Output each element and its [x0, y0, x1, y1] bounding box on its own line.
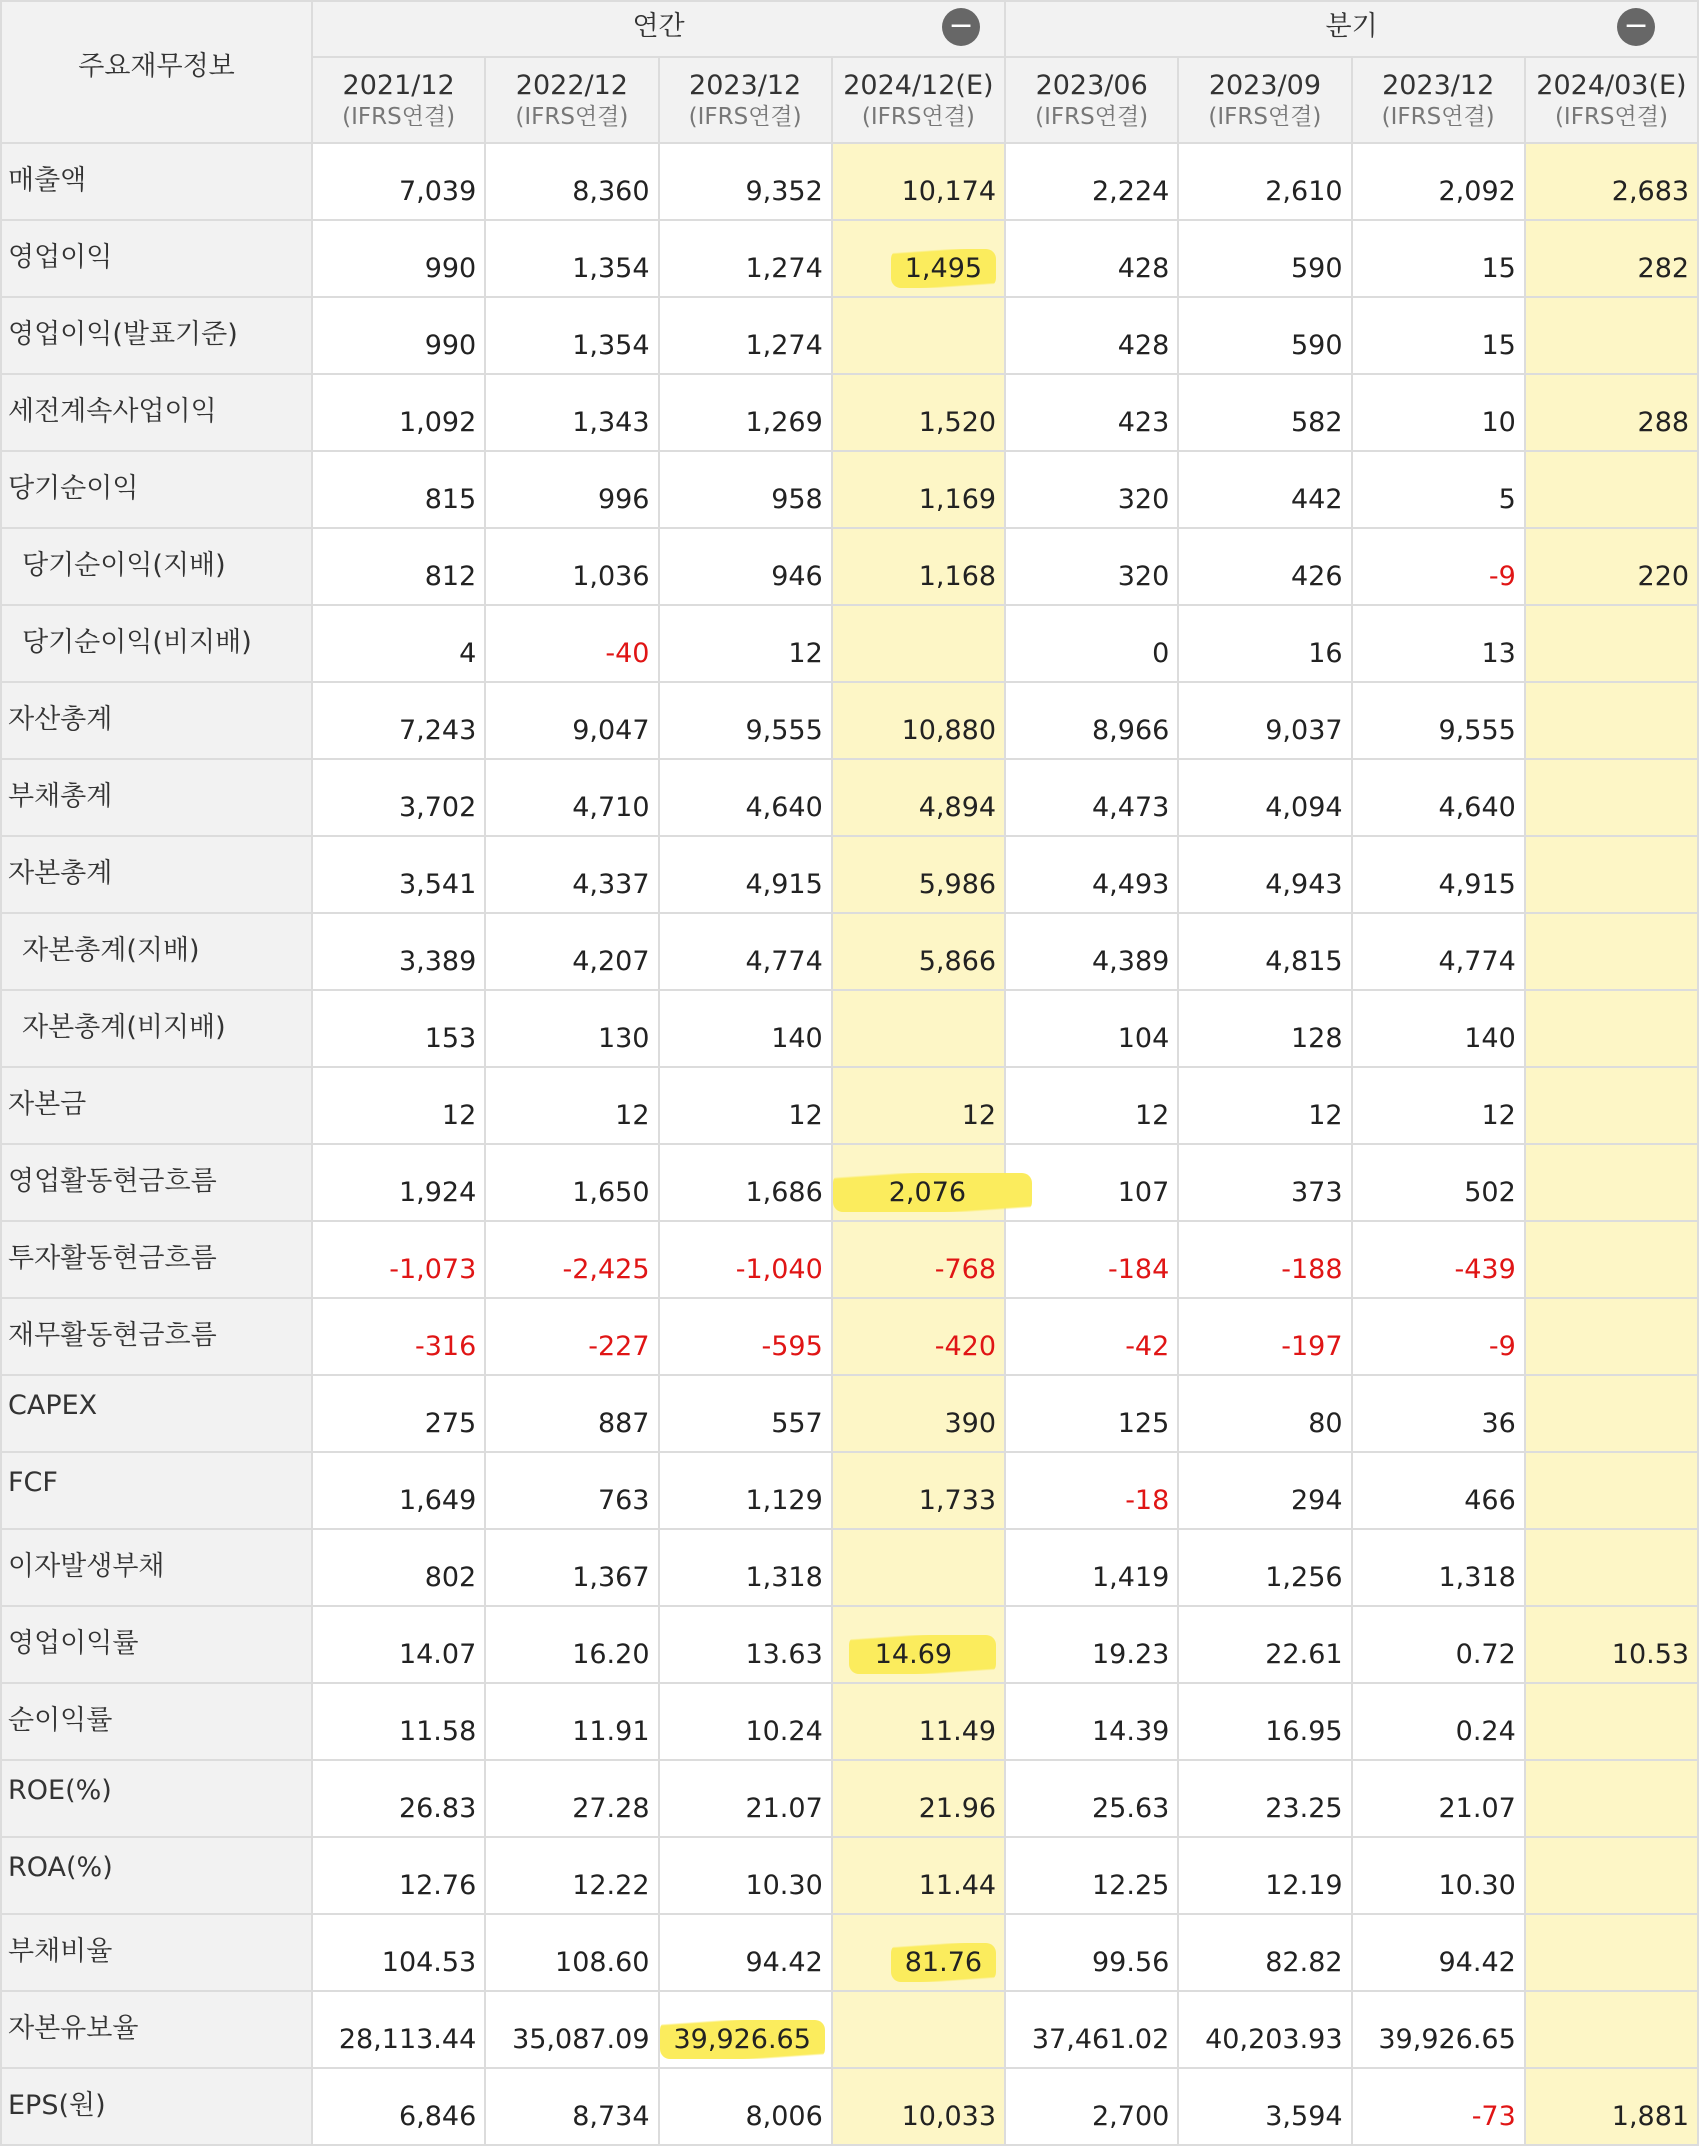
period-header — [1525, 57, 1698, 143]
table-cell: -73 — [1352, 2068, 1525, 2145]
table-cell: -316 — [312, 1298, 485, 1375]
table-cell: 4,774 — [659, 913, 832, 990]
row-label: 영업활동현금흐름 — [1, 1144, 312, 1221]
table-cell: 288 — [1525, 374, 1698, 451]
table-cell: 108.60 — [485, 1914, 658, 1991]
period-basis: (IFRS연결) — [515, 103, 629, 130]
period-basis: (IFRS연결) — [1381, 103, 1495, 130]
table-row — [1, 1760, 1698, 1837]
table-cell: 22.61 — [1178, 1606, 1351, 1683]
collapse-annual-minus-icon[interactable]: − — [942, 8, 980, 46]
table-cell: 3,389 — [312, 913, 485, 990]
table-cell — [832, 1914, 1005, 1991]
table-cell — [1525, 297, 1698, 374]
table-cell: 1,092 — [312, 374, 485, 451]
row-label: 세전계속사업이익 — [1, 374, 312, 451]
table-cell: 1,274 — [659, 220, 832, 297]
period-date: 2022/12 — [515, 69, 628, 101]
table-cell: 0.72 — [1352, 1606, 1525, 1683]
table-cell: -2,425 — [485, 1221, 658, 1298]
row-label: 순이익률 — [1, 1683, 312, 1760]
table-cell: 104 — [1005, 990, 1178, 1067]
table-cell: 1,367 — [485, 1529, 658, 1606]
table-cell: 4,640 — [659, 759, 832, 836]
table-cell: 16.95 — [1178, 1683, 1351, 1760]
table-cell: 5 — [1352, 451, 1525, 528]
highlighted-value: 81.76 — [891, 1943, 996, 1982]
table-cell: -9 — [1352, 528, 1525, 605]
row-label: EPS(원) — [1, 2068, 312, 2145]
table-row — [1, 2068, 1698, 2145]
table-row — [1, 1683, 1698, 1760]
table-cell — [1525, 1914, 1698, 1991]
table-cell: 10.53 — [1525, 1606, 1698, 1683]
row-label: 영업이익률 — [1, 1606, 312, 1683]
table-cell: 3,594 — [1178, 2068, 1351, 2145]
period-basis: (IFRS연결) — [1208, 103, 1322, 130]
table-row — [1, 836, 1698, 913]
table-cell: 294 — [1178, 1452, 1351, 1529]
table-cell: 128 — [1178, 990, 1351, 1067]
table-cell: 1,881 — [1525, 2068, 1698, 2145]
table-row — [1, 451, 1698, 528]
table-cell: 4,710 — [485, 759, 658, 836]
table-cell: 4,943 — [1178, 836, 1351, 913]
table-cell: 582 — [1178, 374, 1351, 451]
table-cell: 16.20 — [485, 1606, 658, 1683]
table-cell: 104.53 — [312, 1914, 485, 1991]
table-cell: 4,815 — [1178, 913, 1351, 990]
table-cell: 1,318 — [1352, 1529, 1525, 1606]
table-cell: 82.82 — [1178, 1914, 1351, 1991]
table-row — [1, 1606, 1698, 1683]
table-body — [1, 143, 1698, 2145]
table-cell: 320 — [1005, 451, 1178, 528]
table-cell: 4,337 — [485, 836, 658, 913]
table-row — [1, 1914, 1698, 1991]
table-cell: 40,203.93 — [1178, 1991, 1351, 2068]
table-cell: 946 — [659, 528, 832, 605]
table-cell: 80 — [1178, 1375, 1351, 1452]
table-cell: 12 — [659, 605, 832, 682]
row-label: 자본총계(지배) — [1, 913, 312, 990]
table-cell: 9,352 — [659, 143, 832, 220]
row-label: CAPEX — [1, 1375, 312, 1452]
table-cell: 94.42 — [1352, 1914, 1525, 1991]
table-cell: -595 — [659, 1298, 832, 1375]
table-cell: 26.83 — [312, 1760, 485, 1837]
table-cell — [1525, 1683, 1698, 1760]
table-cell: 390 — [832, 1375, 1005, 1452]
table-row — [1, 1298, 1698, 1375]
annual-group-header — [312, 1, 1005, 57]
table-cell: 4,894 — [832, 759, 1005, 836]
period-basis: (IFRS연결) — [342, 103, 456, 130]
table-header — [1, 1, 1698, 143]
table-cell: 7,243 — [312, 682, 485, 759]
table-cell: 15 — [1352, 297, 1525, 374]
table-cell — [1525, 1221, 1698, 1298]
table-cell: 12 — [1178, 1067, 1351, 1144]
table-cell: 11.91 — [485, 1683, 658, 1760]
table-cell: 10,174 — [832, 143, 1005, 220]
row-label: 부채총계 — [1, 759, 312, 836]
table-cell: -1,040 — [659, 1221, 832, 1298]
table-row — [1, 759, 1698, 836]
period-date: 2024/03(E) — [1536, 69, 1687, 101]
table-cell — [1525, 605, 1698, 682]
table-cell: 4,473 — [1005, 759, 1178, 836]
table-cell: 1,269 — [659, 374, 832, 451]
table-cell: 423 — [1005, 374, 1178, 451]
period-header — [1178, 57, 1351, 143]
table-cell: 12 — [312, 1067, 485, 1144]
table-cell: 10.30 — [1352, 1837, 1525, 1914]
table-cell — [1525, 1452, 1698, 1529]
table-cell: 16 — [1178, 605, 1351, 682]
table-cell: 958 — [659, 451, 832, 528]
table-cell: 8,360 — [485, 143, 658, 220]
table-cell — [832, 605, 1005, 682]
row-label: 자본금 — [1, 1067, 312, 1144]
table-cell: 590 — [1178, 220, 1351, 297]
table-cell: 14.07 — [312, 1606, 485, 1683]
period-basis: (IFRS연결) — [1035, 103, 1149, 130]
table-cell: 4,640 — [1352, 759, 1525, 836]
table-cell: 21.96 — [832, 1760, 1005, 1837]
table-cell: 0 — [1005, 605, 1178, 682]
table-cell: -184 — [1005, 1221, 1178, 1298]
table-cell: 4,207 — [485, 913, 658, 990]
table-cell: 4,915 — [1352, 836, 1525, 913]
table-cell: 557 — [659, 1375, 832, 1452]
table-cell: 8,966 — [1005, 682, 1178, 759]
table-row — [1, 1991, 1698, 2068]
table-cell: -42 — [1005, 1298, 1178, 1375]
table-cell — [832, 220, 1005, 297]
table-cell: 4,493 — [1005, 836, 1178, 913]
table-cell: 1,650 — [485, 1144, 658, 1221]
table-cell — [832, 1991, 1005, 2068]
table-cell: 282 — [1525, 220, 1698, 297]
table-cell — [659, 1991, 832, 2068]
annual-group-title: 연간 — [632, 11, 685, 42]
period-date: 2023/12 — [1382, 69, 1495, 101]
table-cell: 502 — [1352, 1144, 1525, 1221]
corner-label: 주요재무정보 — [1, 1, 312, 143]
table-row — [1, 1221, 1698, 1298]
row-label: 당기순이익(비지배) — [1, 605, 312, 682]
table-cell: 8,006 — [659, 2068, 832, 2145]
table-cell: 10 — [1352, 374, 1525, 451]
table-row — [1, 913, 1698, 990]
table-cell: 12 — [485, 1067, 658, 1144]
period-date: 2024/12(E) — [843, 69, 994, 101]
table-cell: 590 — [1178, 297, 1351, 374]
table-cell — [1525, 1298, 1698, 1375]
table-cell: 1,168 — [832, 528, 1005, 605]
table-cell: 996 — [485, 451, 658, 528]
table-cell: 15 — [1352, 220, 1525, 297]
table-row — [1, 605, 1698, 682]
row-label: 자산총계 — [1, 682, 312, 759]
table-cell: -18 — [1005, 1452, 1178, 1529]
period-date: 2023/09 — [1208, 69, 1321, 101]
table-cell: 1,649 — [312, 1452, 485, 1529]
table-cell — [832, 1529, 1005, 1606]
table-cell: 19.23 — [1005, 1606, 1178, 1683]
table-cell — [832, 1144, 1005, 1221]
table-cell: 887 — [485, 1375, 658, 1452]
table-cell: -768 — [832, 1221, 1005, 1298]
table-cell: 6,846 — [312, 2068, 485, 2145]
table-row — [1, 1144, 1698, 1221]
table-cell — [1525, 1991, 1698, 2068]
table-cell: 1,256 — [1178, 1529, 1351, 1606]
row-label: ROA(%) — [1, 1837, 312, 1914]
table-cell — [1525, 682, 1698, 759]
period-date: 2021/12 — [342, 69, 455, 101]
table-cell: 1,343 — [485, 374, 658, 451]
table-cell: 4,094 — [1178, 759, 1351, 836]
table-cell: 11.44 — [832, 1837, 1005, 1914]
table-cell: 9,047 — [485, 682, 658, 759]
table-cell: 10,880 — [832, 682, 1005, 759]
table-cell: 1,733 — [832, 1452, 1005, 1529]
period-header — [1352, 57, 1525, 143]
table-row — [1, 682, 1698, 759]
period-basis: (IFRS연결) — [688, 103, 802, 130]
table-cell: 12 — [659, 1067, 832, 1144]
table-cell: 9,037 — [1178, 682, 1351, 759]
table-cell: 5,866 — [832, 913, 1005, 990]
row-label: 이자발생부채 — [1, 1529, 312, 1606]
table-cell: 12.76 — [312, 1837, 485, 1914]
row-label: 부채비율 — [1, 1914, 312, 1991]
table-cell: 990 — [312, 220, 485, 297]
table-cell: 4,915 — [659, 836, 832, 913]
table-cell: 1,419 — [1005, 1529, 1178, 1606]
table-cell: 14.39 — [1005, 1683, 1178, 1760]
row-label: 당기순이익(지배) — [1, 528, 312, 605]
table-cell: 763 — [485, 1452, 658, 1529]
table-cell: 2,092 — [1352, 143, 1525, 220]
table-cell: -197 — [1178, 1298, 1351, 1375]
table-cell: -9 — [1352, 1298, 1525, 1375]
table-cell — [832, 297, 1005, 374]
table-cell: 28,113.44 — [312, 1991, 485, 2068]
table-cell: 1,318 — [659, 1529, 832, 1606]
table-cell: 140 — [659, 990, 832, 1067]
quarter-group-header — [1005, 1, 1698, 57]
table-cell: 275 — [312, 1375, 485, 1452]
table-cell: 4,389 — [1005, 913, 1178, 990]
table-cell: 12.25 — [1005, 1837, 1178, 1914]
table-cell: 140 — [1352, 990, 1525, 1067]
table-cell: 4 — [312, 605, 485, 682]
table-cell — [1525, 1837, 1698, 1914]
table-cell — [1525, 1529, 1698, 1606]
row-label: 자본총계 — [1, 836, 312, 913]
table-cell: 1,354 — [485, 220, 658, 297]
table-cell: 12.22 — [485, 1837, 658, 1914]
table-cell: 1,274 — [659, 297, 832, 374]
table-cell: 10,033 — [832, 2068, 1005, 2145]
table-cell — [1525, 451, 1698, 528]
table-cell: 27.28 — [485, 1760, 658, 1837]
table-cell: 9,555 — [659, 682, 832, 759]
table-cell: 13.63 — [659, 1606, 832, 1683]
collapse-quarter-minus-icon[interactable]: − — [1617, 8, 1655, 46]
table-cell: 5,986 — [832, 836, 1005, 913]
row-label: 당기순이익 — [1, 451, 312, 528]
table-cell: 12 — [1352, 1067, 1525, 1144]
table-cell: 1,129 — [659, 1452, 832, 1529]
table-row — [1, 143, 1698, 220]
table-cell: 426 — [1178, 528, 1351, 605]
table-cell — [1525, 836, 1698, 913]
table-row — [1, 990, 1698, 1067]
table-cell: 12 — [832, 1067, 1005, 1144]
table-cell: 21.07 — [1352, 1760, 1525, 1837]
table-cell: 8,734 — [485, 2068, 658, 2145]
row-label: 자본총계(비지배) — [1, 990, 312, 1067]
table-cell: 220 — [1525, 528, 1698, 605]
table-cell: 2,224 — [1005, 143, 1178, 220]
highlighted-value: 14.69 — [849, 1635, 996, 1674]
table-cell: 11.58 — [312, 1683, 485, 1760]
table-row — [1, 1529, 1698, 1606]
period-date: 2023/12 — [689, 69, 802, 101]
table-cell: 466 — [1352, 1452, 1525, 1529]
table-cell: 94.42 — [659, 1914, 832, 1991]
table-cell — [1525, 1760, 1698, 1837]
table-cell: 802 — [312, 1529, 485, 1606]
table-cell: -227 — [485, 1298, 658, 1375]
table-cell: 12 — [1005, 1067, 1178, 1144]
table-cell: 10.30 — [659, 1837, 832, 1914]
highlighted-value: 2,076 — [833, 1173, 1032, 1212]
table-cell: 125 — [1005, 1375, 1178, 1452]
period-header — [485, 57, 658, 143]
table-cell — [1525, 1375, 1698, 1452]
row-label: 재무활동현금흐름 — [1, 1298, 312, 1375]
table-cell: 153 — [312, 990, 485, 1067]
table-cell: 0.24 — [1352, 1683, 1525, 1760]
row-label: 매출액 — [1, 143, 312, 220]
table-cell: 107 — [1005, 1144, 1178, 1221]
table-row — [1, 1452, 1698, 1529]
row-label: 영업이익 — [1, 220, 312, 297]
table-cell: 1,924 — [312, 1144, 485, 1221]
table-cell — [1525, 1067, 1698, 1144]
row-label: FCF — [1, 1452, 312, 1529]
table-cell: 812 — [312, 528, 485, 605]
table-cell: 35,087.09 — [485, 1991, 658, 2068]
table-cell: 428 — [1005, 297, 1178, 374]
period-basis: (IFRS연결) — [1554, 103, 1668, 130]
row-label: 영업이익(발표기준) — [1, 297, 312, 374]
table-cell: 990 — [312, 297, 485, 374]
table-cell: 7,039 — [312, 143, 485, 220]
period-header — [832, 57, 1005, 143]
table-cell: 2,683 — [1525, 143, 1698, 220]
table-cell: 373 — [1178, 1144, 1351, 1221]
table-cell: 4,774 — [1352, 913, 1525, 990]
table-cell: 10.24 — [659, 1683, 832, 1760]
table-cell: 12.19 — [1178, 1837, 1351, 1914]
table-cell: 36 — [1352, 1375, 1525, 1452]
table-cell: 1,520 — [832, 374, 1005, 451]
quarter-group-title: 분기 — [1325, 11, 1378, 42]
highlighted-value: 1,495 — [891, 249, 996, 288]
table-row — [1, 1067, 1698, 1144]
table-cell: 25.63 — [1005, 1760, 1178, 1837]
table-cell: 1,036 — [485, 528, 658, 605]
table-cell: -439 — [1352, 1221, 1525, 1298]
table-cell: 99.56 — [1005, 1914, 1178, 1991]
table-cell: 1,169 — [832, 451, 1005, 528]
period-header — [312, 57, 485, 143]
table-cell — [1525, 913, 1698, 990]
table-cell: 9,555 — [1352, 682, 1525, 759]
table-cell — [832, 990, 1005, 1067]
period-header — [1005, 57, 1178, 143]
table-cell: -1,073 — [312, 1221, 485, 1298]
table-cell: 13 — [1352, 605, 1525, 682]
table-row — [1, 374, 1698, 451]
period-basis: (IFRS연결) — [861, 103, 975, 130]
table-cell: 815 — [312, 451, 485, 528]
row-label: 투자활동현금흐름 — [1, 1221, 312, 1298]
table-cell: 442 — [1178, 451, 1351, 528]
row-label: 자본유보율 — [1, 1991, 312, 2068]
table-cell: 130 — [485, 990, 658, 1067]
table-cell: 1,354 — [485, 297, 658, 374]
table-cell: 37,461.02 — [1005, 1991, 1178, 2068]
table-cell: 23.25 — [1178, 1760, 1351, 1837]
period-header — [659, 57, 832, 143]
table-row — [1, 528, 1698, 605]
table-cell: -420 — [832, 1298, 1005, 1375]
table-cell — [1525, 990, 1698, 1067]
table-row — [1, 297, 1698, 374]
table-cell: 428 — [1005, 220, 1178, 297]
table-cell: 1,686 — [659, 1144, 832, 1221]
table-cell — [1525, 759, 1698, 836]
table-cell: 39,926.65 — [1352, 1991, 1525, 2068]
highlighted-value: 39,926.65 — [660, 2020, 825, 2059]
table-cell: 11.49 — [832, 1683, 1005, 1760]
table-cell — [832, 1606, 1005, 1683]
table-cell: -188 — [1178, 1221, 1351, 1298]
table-cell: 21.07 — [659, 1760, 832, 1837]
period-date: 2023/06 — [1035, 69, 1148, 101]
row-label: ROE(%) — [1, 1760, 312, 1837]
table-cell: 3,541 — [312, 836, 485, 913]
table-cell — [1525, 1144, 1698, 1221]
table-cell: -40 — [485, 605, 658, 682]
table-cell: 320 — [1005, 528, 1178, 605]
table-cell: 3,702 — [312, 759, 485, 836]
table-row — [1, 220, 1698, 297]
table-row — [1, 1837, 1698, 1914]
table-row — [1, 1375, 1698, 1452]
table-cell: 2,700 — [1005, 2068, 1178, 2145]
table-cell: 2,610 — [1178, 143, 1351, 220]
